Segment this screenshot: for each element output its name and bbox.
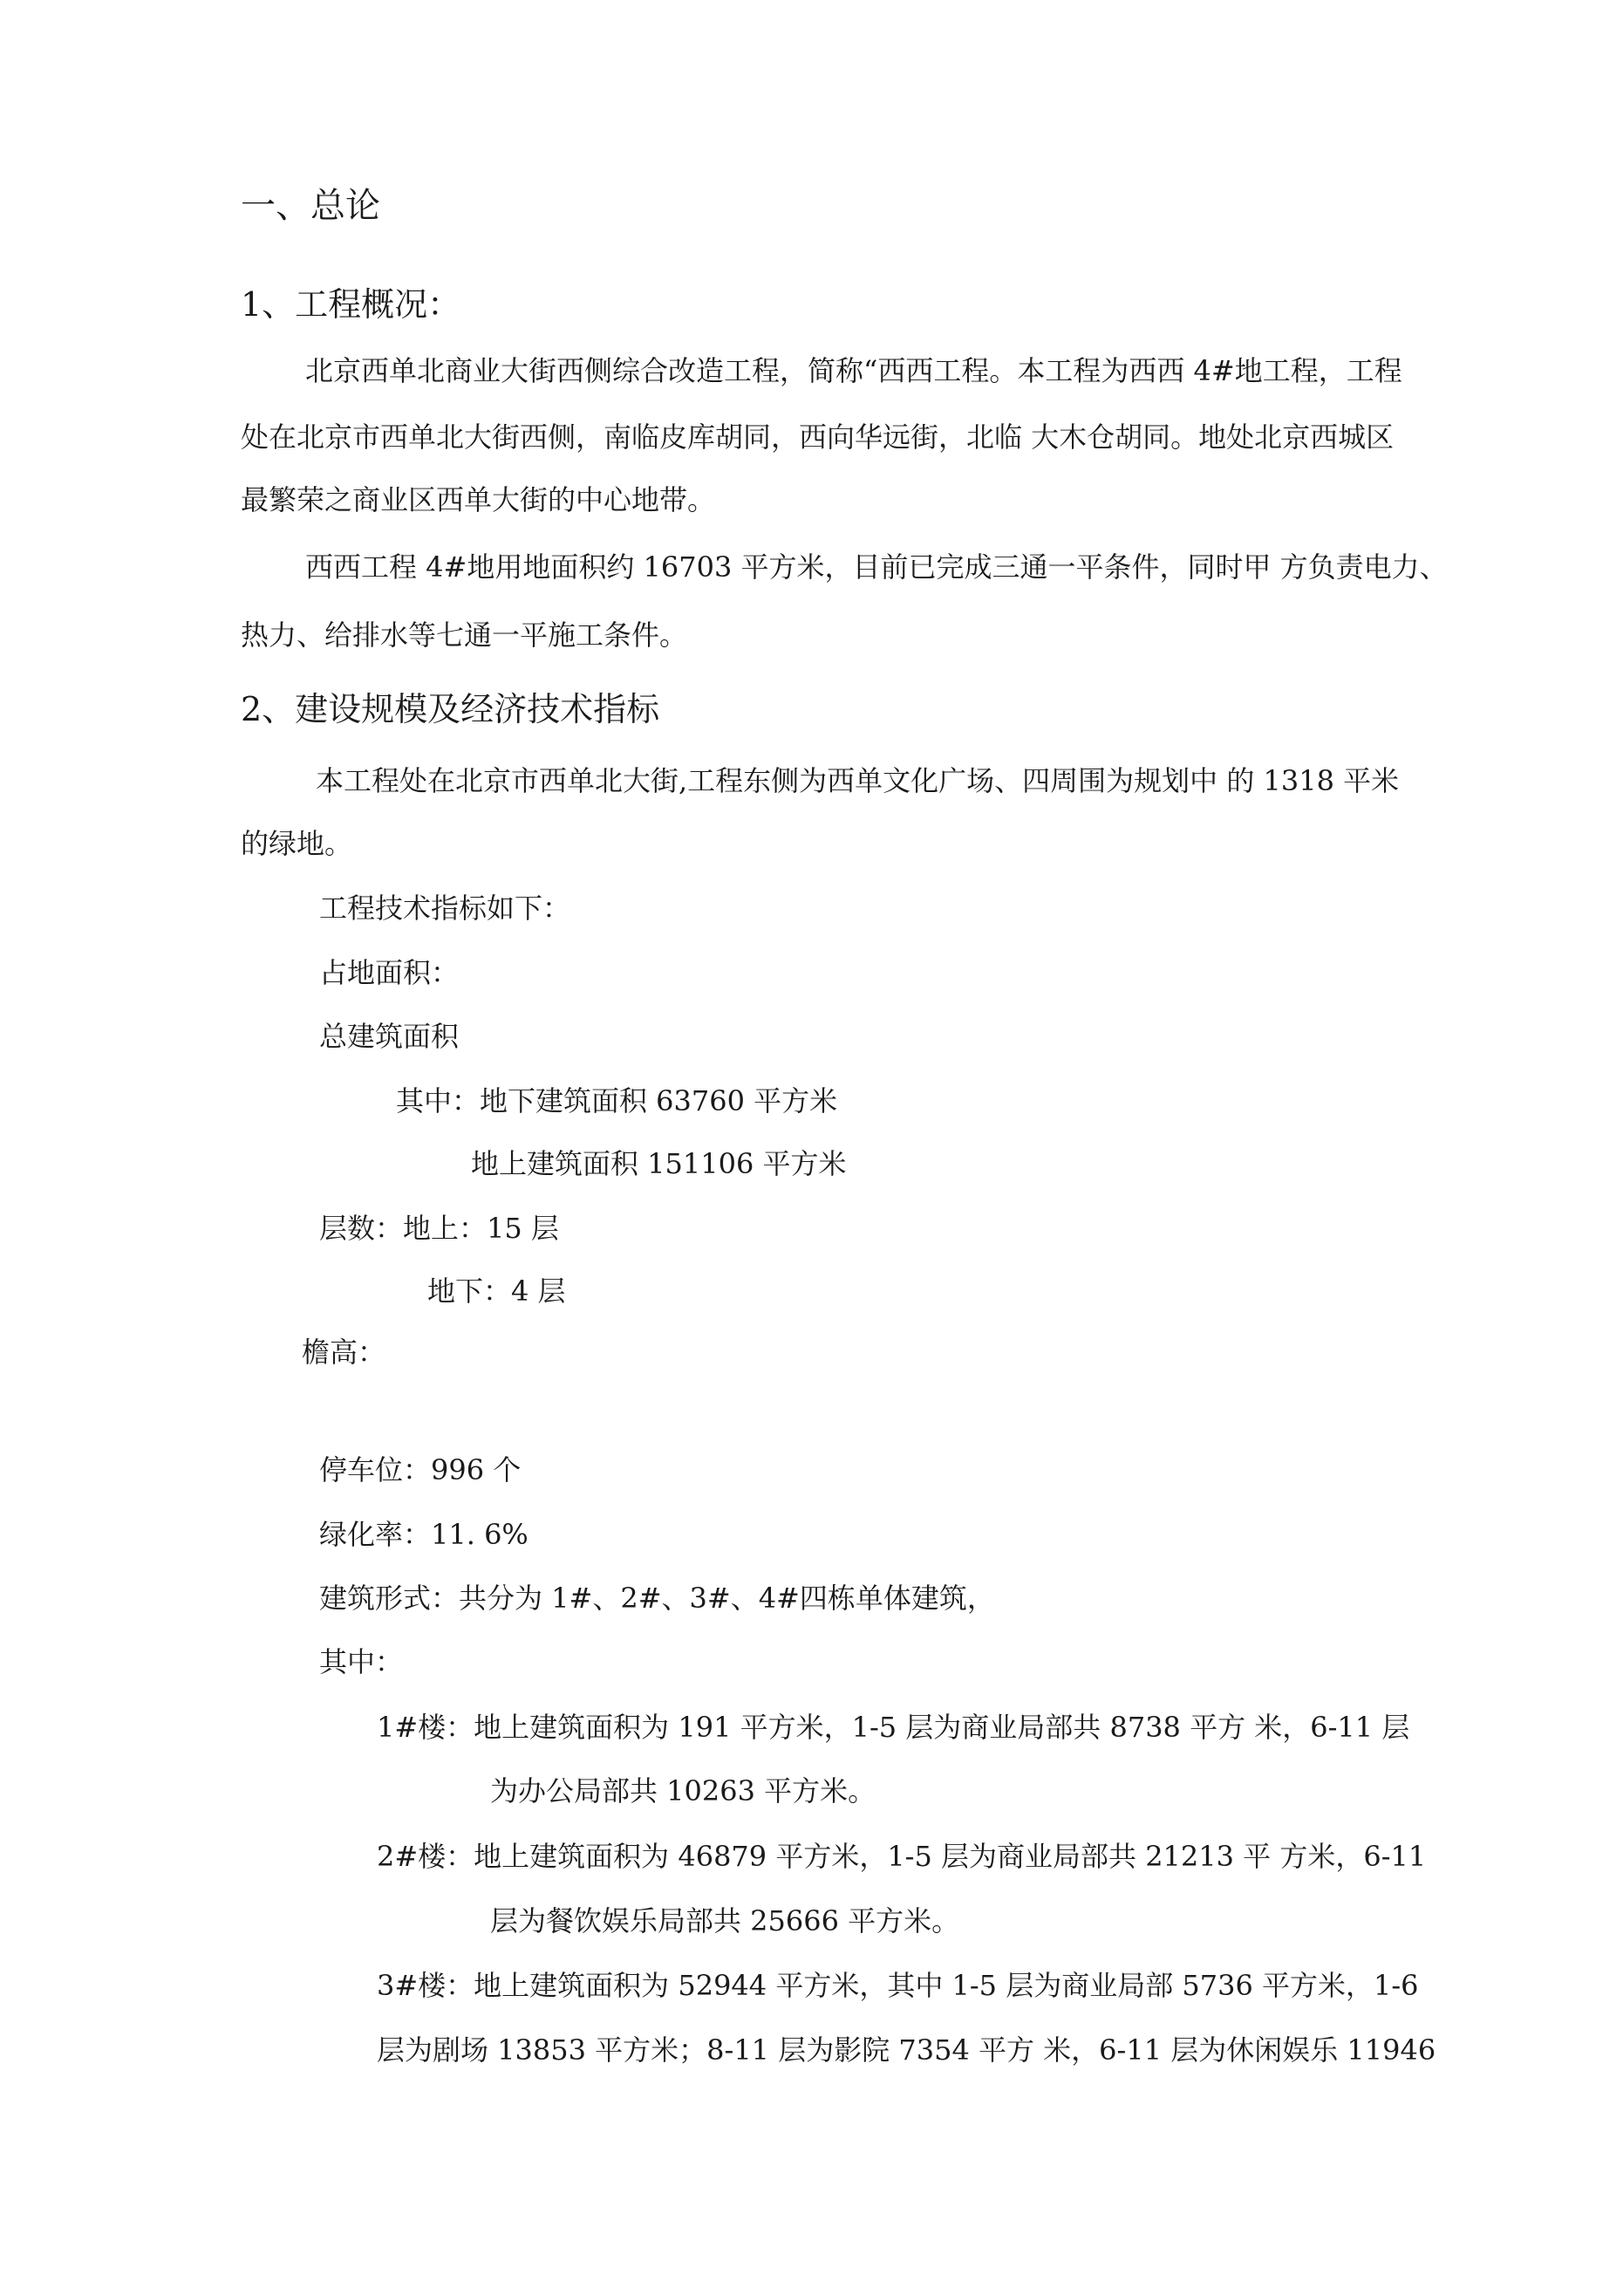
- site-area: 占地面积：: [319, 956, 460, 989]
- floors-below: 地下：4 层: [427, 1274, 566, 1308]
- section-2-title: 2、建设规模及经济技术指标: [241, 690, 660, 728]
- building-form: 建筑形式：共分为 1#、2#、3#、4#四栋单体建筑，: [319, 1582, 995, 1615]
- underground-area: 其中：地下建筑面积 63760 平方米: [396, 1084, 838, 1117]
- aboveground-area: 地上建筑面积 151106 平方米: [471, 1147, 847, 1180]
- section-2-p1-line-2: 的绿地。: [241, 827, 353, 860]
- building-1-line-2: 为办公局部共 10263 平方米。: [490, 1774, 876, 1807]
- among-label: 其中：: [319, 1645, 404, 1678]
- floors-above: 层数：地上：15 层: [319, 1212, 559, 1245]
- section-2-p1-line-1: 本工程处在北京市西单北大街,工程东侧为西单文化广场、四周围为规划中 的 1318 平米: [316, 764, 1400, 797]
- section-1-p1-line-1: 北京西单北商业大街西侧综合改造工程，简称“西西工程。本工程为西西 4#地工程，工程: [305, 354, 1402, 387]
- section-1-p2-line-1: 西西工程 4#地用地面积约 16703 平方米，目前已完成三通一平条件，同时甲 方负责电力、: [305, 550, 1448, 584]
- eave-height: 檐高：: [302, 1336, 386, 1369]
- main-heading: 一、总论: [241, 186, 380, 226]
- section-1-p1-line-3: 最繁荣之商业区西单大街的中心地带。: [241, 483, 716, 516]
- building-3-line-2: 层为剧场 13853 平方米；8-11 层为影院 7354 平方 米，6-11 层为休闲娱乐 11946: [377, 2033, 1436, 2067]
- indicators-intro: 工程技术指标如下：: [319, 892, 571, 925]
- building-1-line-1: 1#楼：地上建筑面积为 191 平方米，1-5 层为商业局部共 8738 平方 米，6-11 层: [377, 1711, 1410, 1744]
- section-1-title: 1、工程概况：: [241, 285, 461, 324]
- section-1-p1-line-2: 处在北京市西单北大街西侧，南临皮库胡同，西向华远街，北临 大木仓胡同。地处北京西城区: [241, 420, 1395, 454]
- building-3-line-1: 3#楼：地上建筑面积为 52944 平方米，其中 1-5 层为商业局部 5736 平方米，1-6: [377, 1969, 1419, 2002]
- green-rate: 绿化率：11. 6%: [319, 1518, 528, 1551]
- section-1-p2-line-2: 热力、给排水等七通一平施工条件。: [241, 618, 688, 652]
- total-building-area: 总建筑面积: [319, 1020, 460, 1053]
- building-2-line-1: 2#楼：地上建筑面积为 46879 平方米，1-5 层为商业局部共 21213 平 方米，6-11: [377, 1840, 1427, 1873]
- building-2-line-2: 层为餐饮娱乐局部共 25666 平方米。: [490, 1904, 960, 1937]
- parking-spaces: 停车位：996 个: [319, 1453, 522, 1486]
